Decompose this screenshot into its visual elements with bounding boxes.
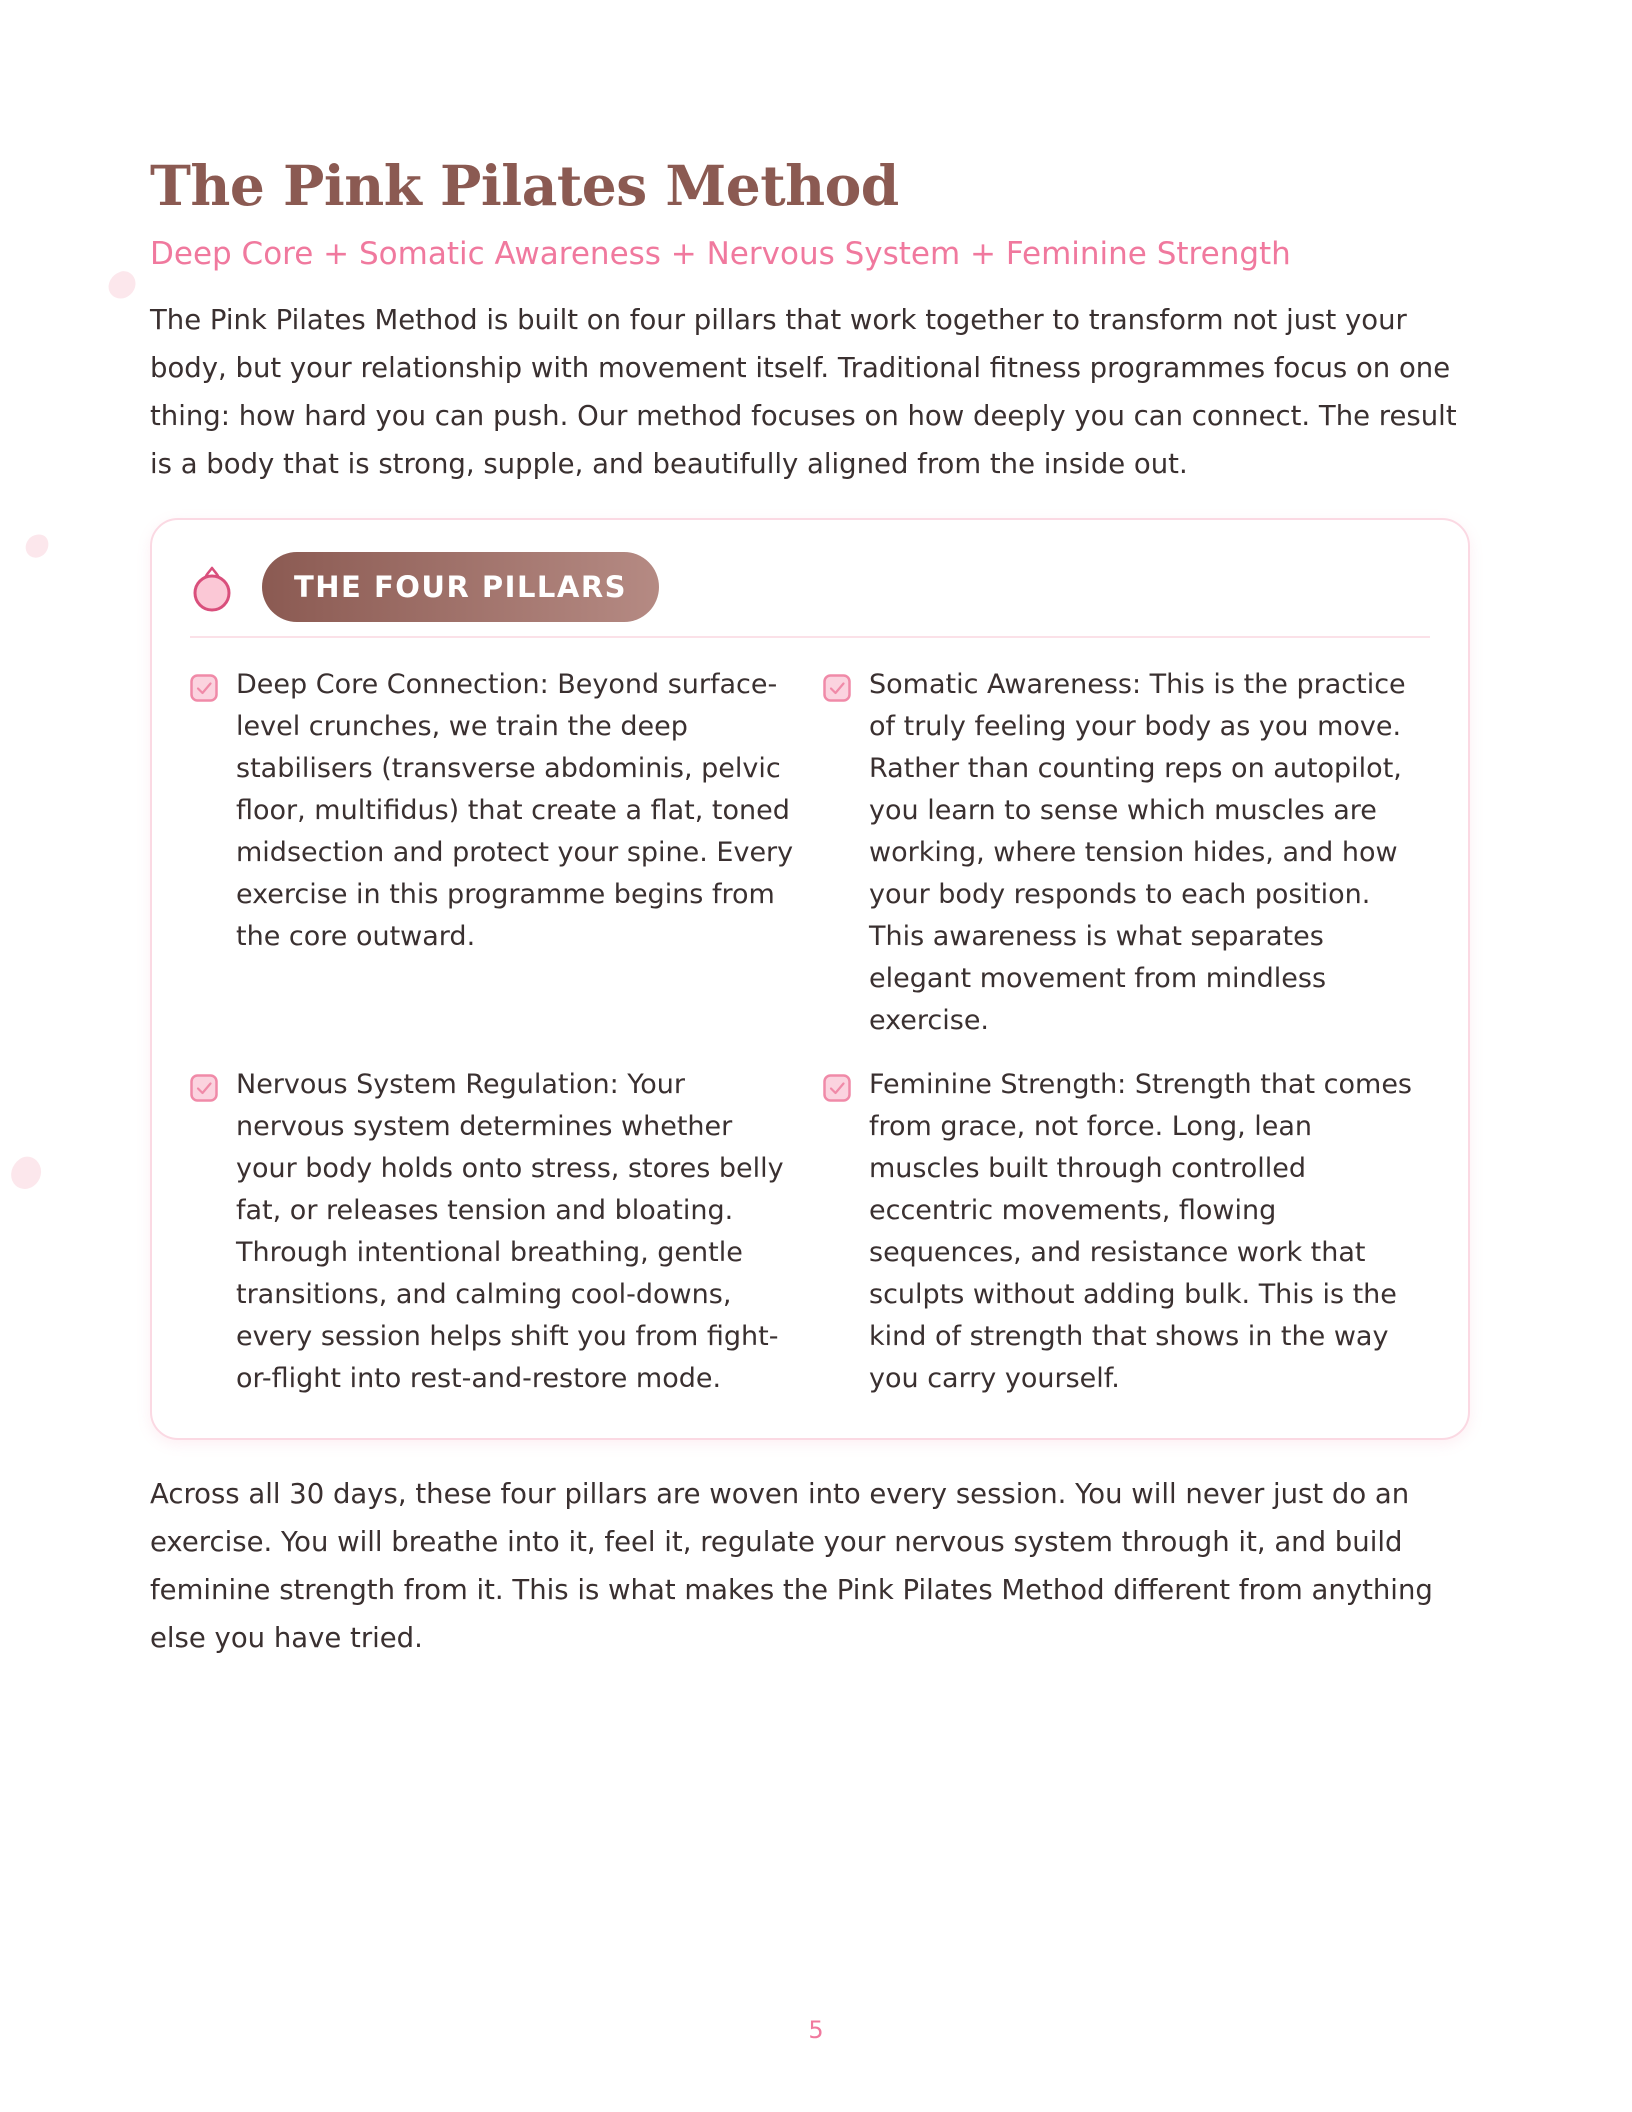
checkbox-icon xyxy=(823,674,851,702)
card-header xyxy=(190,552,1430,638)
pillar-item xyxy=(823,1064,1430,1400)
pillar-text: Feminine Strength: Strength that comes from grace, not force. Long, lean muscles built through controlled eccentric movements, flowing sequences, and resistance work that sculpts without adding bulk. This is the kind of strength that shows in the way you carry yourself. xyxy=(869,1069,1412,1394)
four-pillars-card xyxy=(150,518,1470,1440)
pillars-grid xyxy=(190,664,1430,1400)
pillar-text: Somatic Awareness: This is the practice of truly feeling your body as you move. Rather than counting reps on autopilot, you learn to sense which muscles are working, where tension hides, and how your body responds to each position. This awareness is what separates elegant movement from mindless exercise. xyxy=(869,669,1406,1036)
pillar-item xyxy=(190,664,797,1042)
pillar-text: Nervous System Regulation: Your nervous system determines whether your body holds onto stress, stores belly fat, or releases tension and bloating. Through intentional breathing, gentle transitions, and calming cool-downs, every session helps shift you from fight-or-flight into rest-and-restore mode. xyxy=(236,1069,784,1394)
flower-icon xyxy=(190,562,234,612)
pillar-text: Deep Core Connection: Beyond surface-level crunches, we train the deep stabilisers (transverse abdominis, pelvic floor, multifidus) that create a flat, toned midsection and protect your spine. Every exercise in this programme begins from the core outward. xyxy=(236,669,794,952)
intro-paragraph: The Pink Pilates Method is built on four pillars that work together to transform not just your body, but your relationship with movement itself. Traditional fitness programmes focus on one thing: how hard you can push. Our method focuses on how deeply you can connect. The result is a body that is strong, supple, and beautifully aligned from the inside out. xyxy=(150,304,1457,480)
decorative-petal xyxy=(23,532,50,561)
decorative-petal xyxy=(4,1152,47,1195)
four-pillars-heading: THE FOUR PILLARS xyxy=(262,552,659,622)
closing-paragraph: Across all 30 days, these four pillars are woven into every session. You will never just do an exercise. You will breathe into it, feel it, regulate your nervous system through it, and build feminine strength from it. This is what makes the Pink Pilates Method different from anything else you have tried. xyxy=(150,1478,1433,1654)
page-title: The Pink Pilates Method xyxy=(150,153,899,218)
page-subtitle: Deep Core + Somatic Awareness + Nervous System + Feminine Strength xyxy=(150,236,1291,272)
checkbox-icon xyxy=(190,674,218,702)
pillar-item xyxy=(823,664,1430,1042)
page-content xyxy=(150,150,1470,1662)
checkbox-icon xyxy=(190,1074,218,1102)
pillar-item xyxy=(190,1064,797,1400)
page-number: 5 xyxy=(808,2016,824,2044)
decorative-petal xyxy=(104,268,139,302)
checkbox-icon xyxy=(823,1074,851,1102)
